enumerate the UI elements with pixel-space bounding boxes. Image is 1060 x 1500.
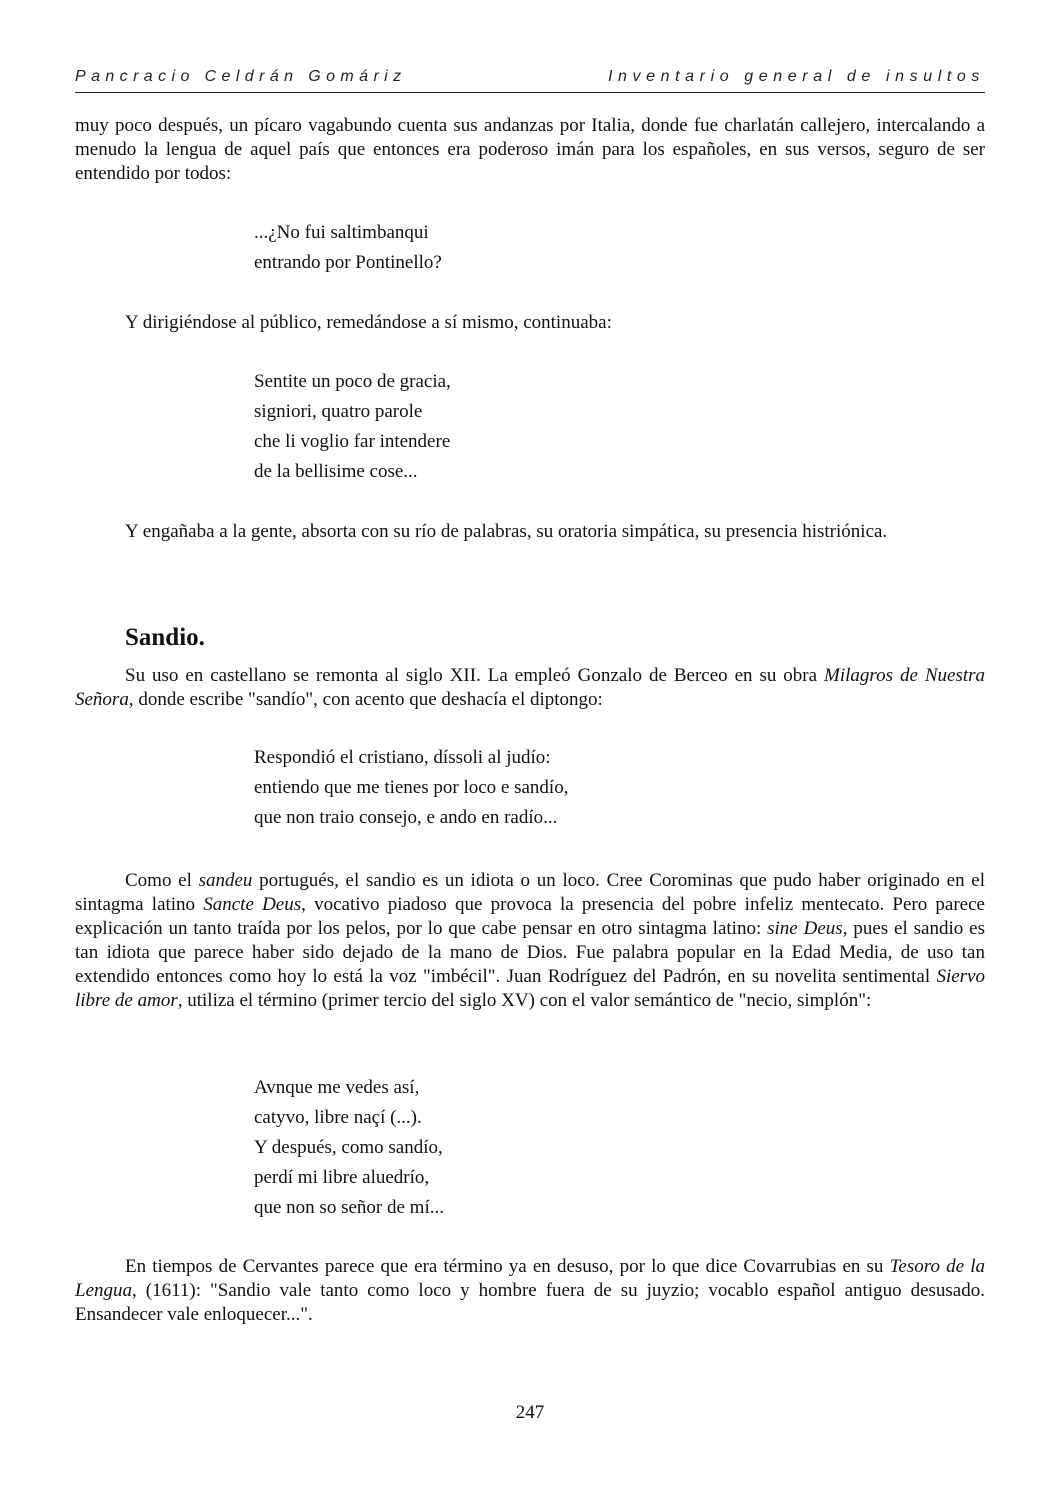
paragraph-6: [75, 1255, 985, 1327]
header-author: Pancracio Celdrán Gomáriz: [75, 68, 407, 85]
verse-block-3: [254, 743, 568, 833]
verse-line: que non traio consejo, e ando en radío...: [254, 807, 558, 828]
verse-line: que non so señor de mí...: [254, 1197, 444, 1218]
text-run: Su uso en castellano se remonta al siglo XII. La empleó Gonzalo de Berceo en su obra: [125, 665, 825, 686]
running-header: [75, 66, 985, 93]
paragraph-2: Y dirigiéndose al público, remedándose a sí mismo, continuaba:: [125, 312, 612, 333]
paragraph-3: Y engañaba a la gente, absorta con su río de palabras, su oratoria simpática, su presencia histriónica.: [125, 521, 888, 542]
verse-line: entrando por Pontinello?: [254, 252, 442, 273]
text-run: , donde escribe "sandío", con acento que deshacía el diptongo:: [128, 689, 603, 710]
text-run: , utiliza el término (primer tercio del siglo XV) con el valor semántico de "necio, simplón":: [177, 990, 872, 1011]
verse-line: entiendo que me tienes por loco e sandío,: [254, 777, 569, 798]
paragraph-intro: muy poco después, un pícaro vagabundo cuenta sus andanzas por Italia, donde fue charlatán callejero, intercalando a menudo la lengua de aquel país que entonces era poderoso imán para los españoles, en sus versos, seguro de ser entendido por todos:: [75, 115, 985, 184]
italic-title: Tesoro de la Lengua: [75, 1256, 985, 1301]
text-run: , pues el sandio es tan idiota que parece haber sido dejado de la mano de Dios. Fue palabra popular en la Edad Media, de uso tan extendido entonces como hoy lo está la voz "imbécil". Juan Rodríguez del Padrón, en su novelita sentimental: [75, 918, 985, 987]
page-number: 247: [515, 1402, 545, 1423]
verse-line: che li voglio far intendere: [254, 431, 451, 452]
italic-term: Sancte Deus: [203, 894, 302, 915]
italic-term: sine Deus: [767, 918, 843, 939]
italic-title: Siervo libre de amor: [75, 966, 985, 1011]
paragraph-5: [75, 869, 985, 1013]
verse-line: signiori, quatro parole: [254, 401, 423, 422]
verse-line: catyvo, libre naçí (...).: [254, 1107, 422, 1128]
paragraph-4: [75, 664, 985, 712]
verse-block-1: [254, 218, 442, 278]
text-run: , (1611): "Sandio vale tanto como loco y hombre fuera de su juyzio; vocablo español antiguo desusado. Ensandecer vale enloquecer...".: [75, 1280, 985, 1325]
verse-line: de la bellisime cose...: [254, 461, 418, 482]
text-run: Como el: [125, 870, 199, 891]
verse-line: perdí mi libre aluedrío,: [254, 1167, 430, 1188]
verse-line: Sentite un poco de gracia,: [254, 371, 451, 392]
verse-line: ...¿No fui saltimbanqui: [254, 222, 429, 243]
section-heading: Sandio.: [125, 624, 205, 651]
header-book-title: Inventario general de insultos: [607, 68, 985, 85]
text-run: , vocativo piadoso que provoca la presencia del pobre infeliz mentecato. Pero parece explicación un tanto traída por los pelos, por lo que cabe pensar en otro sintagma latino:: [75, 894, 985, 939]
text-run: portugués, el sandio es un idiota o un loco. Cree Corominas que pudo haber originado en el sintagma latino: [75, 870, 986, 915]
verse-line: Y después, como sandío,: [254, 1137, 443, 1158]
verse-block-4: [254, 1073, 444, 1223]
italic-title: Milagros de Nuestra Señora: [75, 665, 986, 710]
text-run: En tiempos de Cervantes parece que era término ya en desuso, por lo que dice Covarrubias en su: [125, 1256, 890, 1277]
italic-term: sandeu: [198, 870, 253, 891]
verse-block-2: [254, 367, 451, 487]
verse-line: Avnque me vedes así,: [254, 1077, 420, 1098]
verse-line: Respondió el cristiano, díssoli al judío:: [254, 747, 551, 768]
